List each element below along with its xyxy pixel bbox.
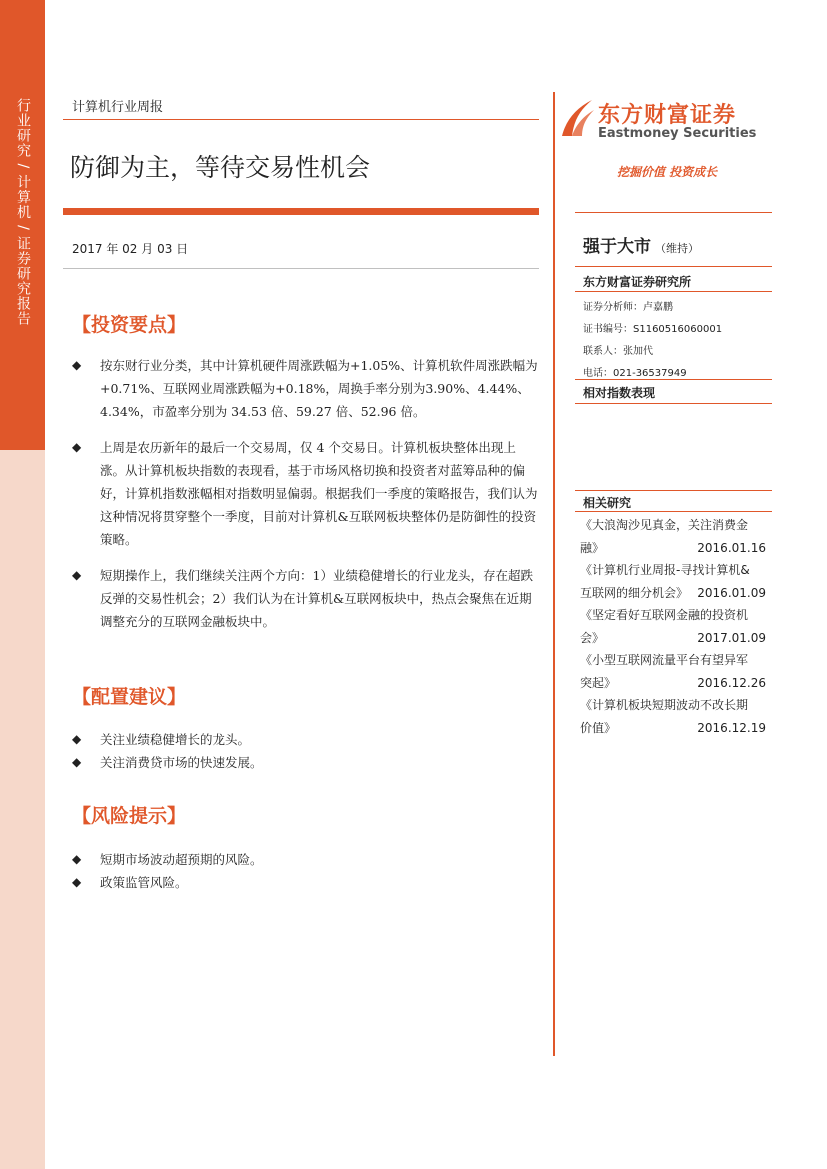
list-item: ◆ 短期操作上，我们继续关注两个方向：1）业绩稳健增长的行业龙头，存在超跌反弹的交易性机会；2）我们认为在计算机&互联网板块中，热点会聚焦在近期调整充分的互联网金融板块中。 [72,564,540,633]
brand-slogan: 挖掘价值 投资成长 [617,165,718,179]
list-item: ◆ 政策监管风险。 [72,871,540,894]
rating-label: 强于大市 [583,237,651,257]
list-item: ◆ 关注业绩稳健增长的龙头。 [72,728,540,751]
report-category: 计算机行业周报 [72,100,164,115]
risk-heading: 【风险提示】 [72,805,187,827]
analyst: 证券分析师：卢嘉鹏 [583,302,673,313]
index-performance-heading: 相对指数表现 [583,386,656,400]
date-rule [63,268,539,269]
column-divider [553,92,555,1056]
cert-number: 证书编号：S1160516060001 [583,324,723,335]
list-item: ◆ 上周是农历新年的最后一个交易周，仅 4 个交易日。计算机板块整体出现上涨。从计算机板块指数的表现看，基于市场风格切换和投资者对蓝筹品种的偏好，计算机指数涨幅相对指数明显偏弱。根据我们一季度的策略报告，我们认为这种情况将贯穿整个一季度，目前对计算机&互联网板块整体仍是防御性的投资策略。 [72,436,540,551]
investment-points-list [72,354,540,633]
rating-status: （维持） [655,242,699,255]
diamond-bullet-icon: ◆ [72,440,82,454]
brand-logo-icon [558,96,596,140]
right-rule [575,291,772,292]
research-date: 2016.12.19 [697,720,766,735]
diamond-bullet-icon: ◆ [72,568,82,582]
right-rule [575,379,772,380]
brand-name-cn: 东方财富证券 [598,103,737,128]
diamond-bullet-icon: ◆ [72,755,82,769]
risk-list [72,848,540,894]
diamond-bullet-icon: ◆ [72,358,82,372]
list-item: ◆ 按东财行业分类，其中计算机硬件周涨跌幅为+1.05%、计算机软件周涨跌幅为+0.71%、互联网业周涨跌幅为+0.18%，周换手率分别为3.90%、4.44%、4.34%，市盈率分别为 34.53 倍、59.27 倍、52.96 倍。 [72,354,540,423]
right-rule [575,511,772,512]
report-date: 2017 年 02 月 03 日 [72,242,189,256]
header-rule [63,119,539,120]
list-item: ◆ 关注消费贷市场的快速发展。 [72,751,540,774]
related-research-heading: 相关研究 [583,496,632,510]
allocation-list [72,728,540,774]
research-date: 2016.01.09 [697,585,766,600]
contact: 联系人：张加代 [583,346,653,357]
title-bar [63,208,539,215]
diamond-bullet-icon: ◆ [72,875,82,889]
right-rule [575,403,772,404]
rating [583,232,699,257]
investment-points-heading: 【投资要点】 [72,314,187,336]
research-item[interactable]: 《计算机行业周报-寻找计算机& 互联网的细分机会》 2016.01.09 [580,559,770,604]
research-date: 2017.01.09 [697,630,766,645]
diamond-bullet-icon: ◆ [72,732,82,746]
side-label: 行业研究 / 计算机 / 证券研究报告 [15,98,31,327]
brand-name-en: Eastmoney Securities [598,126,757,141]
right-rule [575,212,772,213]
research-date: 2016.01.16 [697,540,766,555]
list-item: ◆ 短期市场波动超预期的风险。 [72,848,540,871]
right-rule [575,490,772,491]
research-date: 2016.12.26 [697,675,766,690]
right-rule [575,266,772,267]
related-research-list [580,514,770,739]
diamond-bullet-icon: ◆ [72,852,82,866]
side-strip-light [0,450,45,1169]
research-item[interactable]: 《小型互联网流量平台有望异军 突起》 2016.12.26 [580,649,770,694]
research-item[interactable]: 《坚定看好互联网金融的投资机 会》 2017.01.09 [580,604,770,649]
phone: 电话：021-36537949 [583,368,687,379]
research-item[interactable]: 《计算机板块短期波动不改长期 价值》 2016.12.19 [580,694,770,739]
research-item[interactable]: 《大浪淘沙见真金，关注消费金 融》 2016.01.16 [580,514,770,559]
institute-name: 东方财富证券研究所 [583,275,692,289]
allocation-heading: 【配置建议】 [72,686,187,708]
page-title: 防御为主，等待交易性机会 [70,153,371,182]
